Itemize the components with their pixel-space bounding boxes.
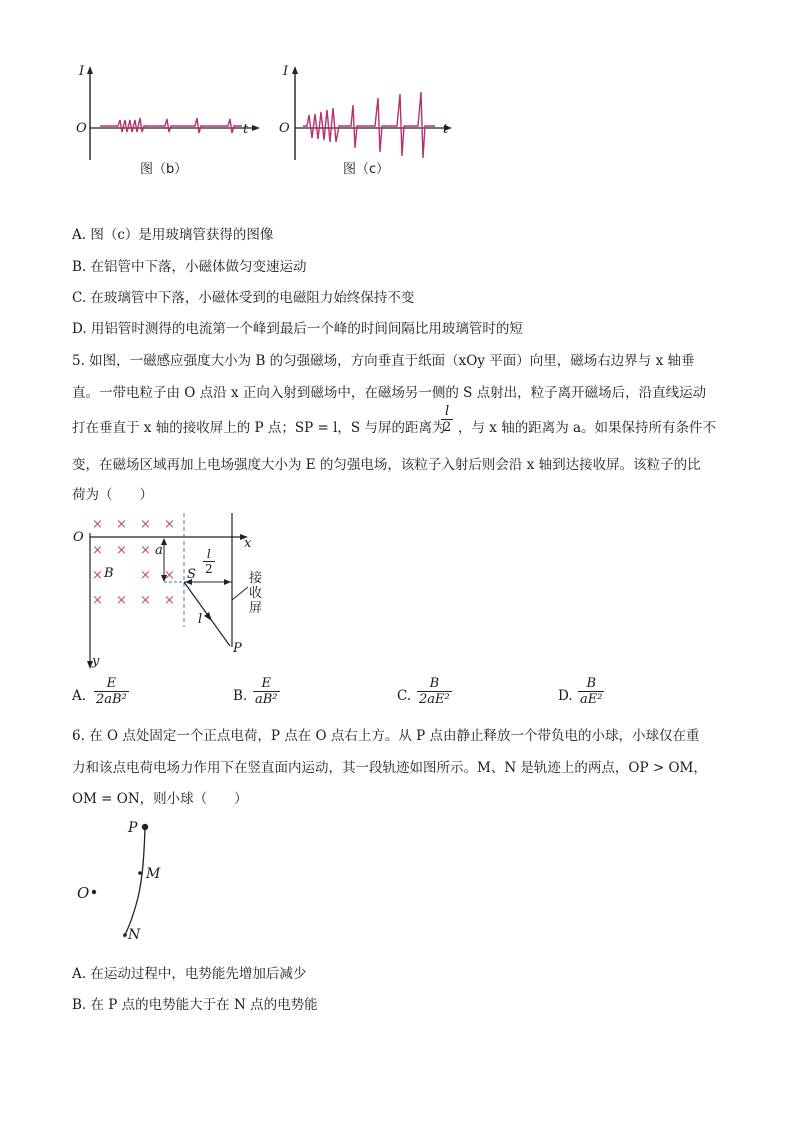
field-cross: ×	[164, 568, 175, 583]
q5-option-a-fraction: $\frac{E}{\text{2aB²}}$	[96, 676, 127, 707]
q5-fig-half: $\frac{l}{2}$	[205, 547, 213, 576]
field-cross: ×	[92, 543, 103, 558]
figure-b-origin: O	[76, 121, 87, 136]
q5-option-d-label: D.	[558, 688, 573, 704]
q5-fig-l: l	[198, 612, 203, 627]
figure-c-origin: O	[279, 121, 290, 136]
q4-option-d: D. 用铝管时测得的电流第一个峰到最后一个峰的时间间隔比用玻璃管时的短	[72, 321, 523, 337]
q6-fig-o: O	[77, 884, 90, 902]
figure-b-axis-y: I	[79, 64, 85, 79]
q5-stem-line4: 变，在磁场区域再加上电场强度大小为 E 的匀强电场，该粒子入射后则会沿 x 轴到达接收屏。该粒子的比	[72, 457, 701, 473]
q6-stem-line2: 力和该点电荷电场力作用下在竖直面内运动，其一段轨迹如图所示。M、N 是轨迹上的两点，OP > OM，	[72, 760, 707, 776]
figure-b-graph	[70, 60, 270, 170]
figure-b-caption: 图（b）	[140, 162, 188, 177]
field-cross: ×	[116, 543, 127, 558]
q6-fig-n: N	[128, 927, 141, 943]
q6-stem-line1: 6. 在 O 点处固定一个正点电荷，P 点在 O 点右上方。从 P 点由静止释放一个带负电的小球，小球仅在重	[72, 728, 700, 744]
q4-option-a: A. 图（c）是用玻璃管获得的图像	[72, 227, 274, 243]
figure-c-graph	[275, 60, 475, 170]
q6-option-b: B. 在 P 点的电势能大于在 N 点的电势能	[72, 997, 318, 1013]
q5-stem-fraction: $\frac{l}{2}$	[443, 404, 452, 435]
figure-c-axis-x: t	[443, 122, 449, 137]
field-cross: ×	[92, 517, 103, 532]
q5-fig-a: a	[155, 543, 163, 558]
field-cross: ×	[140, 593, 151, 608]
field-cross: ×	[164, 593, 175, 608]
q5-fig-screen-2: 收	[249, 586, 263, 601]
field-cross: ×	[116, 517, 127, 532]
q5-fig-x: x	[244, 536, 252, 551]
q5-stem-line5: 荷为（ ）	[72, 487, 153, 503]
q5-option-c-fraction: $\frac{B}{\text{2aE²}}$	[419, 676, 450, 707]
q5-stem-line3a: 打在垂直于 x 轴的接收屏上的 P 点；SP = l，S 与屏的距离为	[72, 420, 446, 436]
q6-stem-line3: OM = ON，则小球（ ）	[72, 791, 248, 807]
q5-fig-y: y	[92, 654, 100, 669]
q5-option-a-label: A.	[72, 688, 87, 704]
q5-fig-screen-3: 屏	[249, 601, 263, 616]
q5-fig-s: S	[187, 567, 196, 582]
q5-fig-p: P	[233, 641, 242, 656]
figure-c-axis-y: I	[283, 64, 289, 79]
q4-option-c: C. 在玻璃管中下落，小磁体受到的电磁阻力始终保持不变	[72, 290, 415, 306]
field-cross: ×	[164, 517, 175, 532]
q5-fig-b: B	[104, 566, 114, 581]
field-cross: ×	[92, 568, 103, 583]
q6-fig-m: M	[146, 866, 161, 882]
field-cross: ×	[140, 543, 151, 558]
q6-option-a: A. 在运动过程中，电势能先增加后减少	[72, 966, 307, 982]
q5-stem-line2: 直。一带电粒子由 O 点沿 x 正向入射到磁场中，在磁场另一侧的 S 点射出，粒子离开磁场后，沿直线运动	[72, 385, 707, 401]
q4-option-b: B. 在铝管中下落，小磁体做匀变速运动	[72, 259, 307, 275]
field-cross: ×	[116, 593, 127, 608]
figure-c-caption: 图（c）	[343, 162, 390, 177]
q5-stem-line3b: ，与 x 轴的距离为 a。如果保持所有条件不	[458, 420, 717, 436]
q5-fig-origin: O	[73, 530, 84, 545]
q5-fig-screen-1: 接	[249, 571, 263, 586]
q6-fig-p: P	[128, 820, 138, 836]
q5-option-b-label: B.	[233, 688, 248, 704]
field-cross: ×	[92, 593, 103, 608]
field-cross: ×	[140, 568, 151, 583]
q5-option-d-fraction: $\frac{B}{\text{aE²}}$	[580, 676, 603, 707]
figure-b-axis-x: t	[243, 122, 249, 137]
q5-stem-line1: 5. 如图，一磁感应强度大小为 B 的匀强磁场，方向垂直于纸面（xOy 平面）向里，磁场右边界与 x 轴垂	[72, 353, 695, 369]
field-cross: ×	[140, 517, 151, 532]
q5-option-c-label: C.	[397, 688, 412, 704]
q5-option-b-fraction: $\frac{E}{\text{aB²}}$	[255, 676, 278, 707]
